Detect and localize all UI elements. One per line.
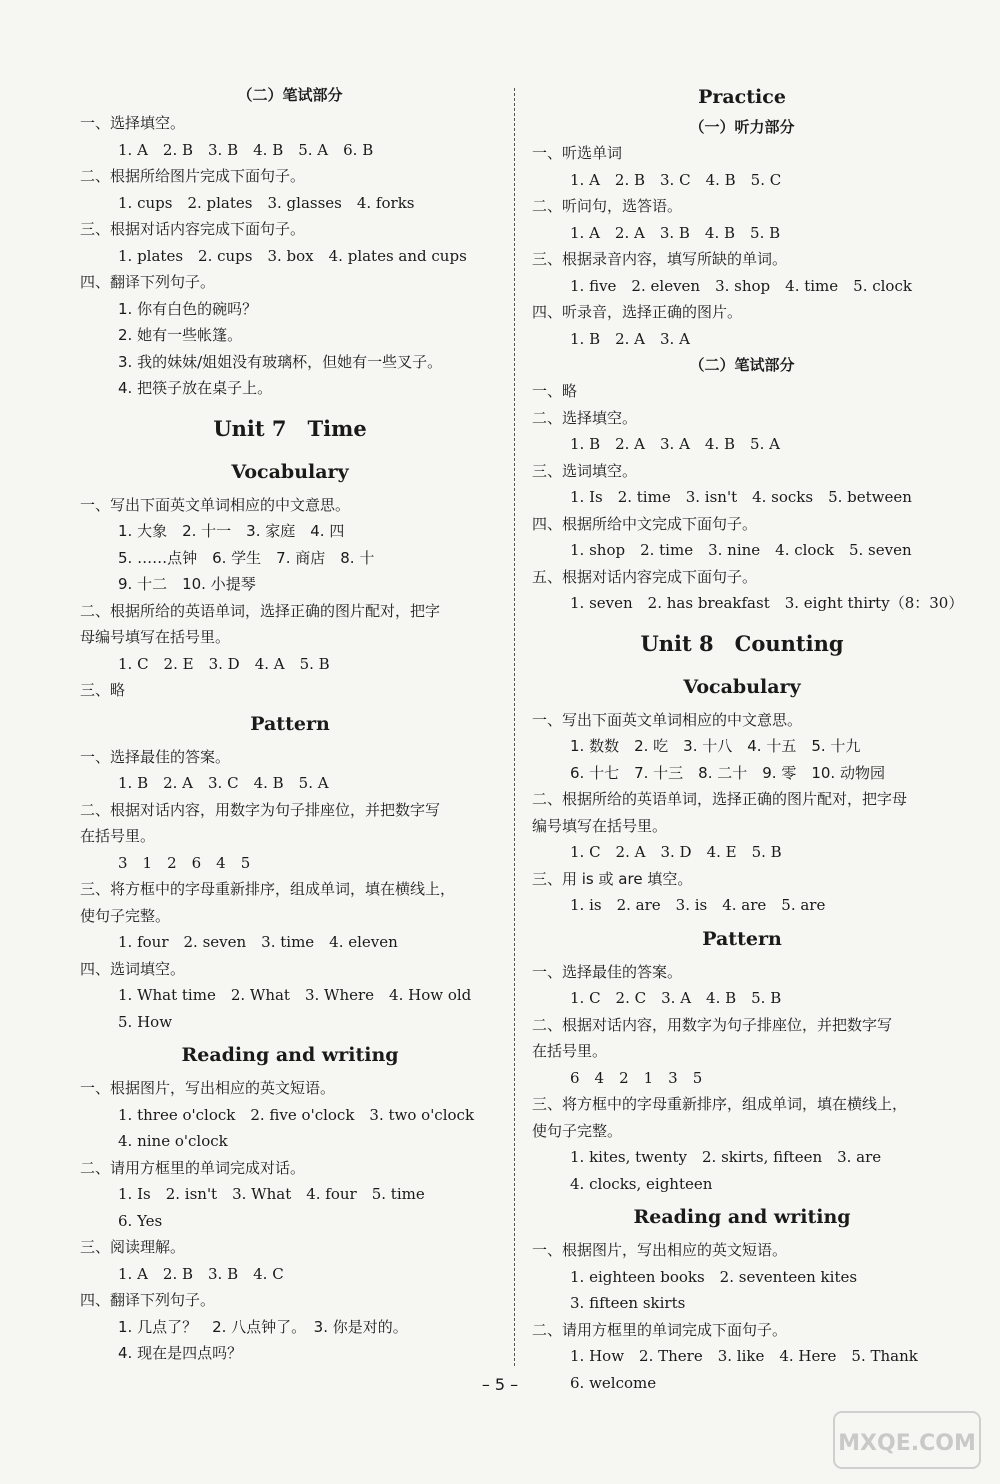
answer-line: 3. fifteen skirts <box>570 1294 686 1312</box>
answer-line: 1. 数数 2. 吃 3. 十八 4. 十五 5. 十九 <box>570 737 861 755</box>
question-heading: 四、翻译下列句子。 <box>80 1291 216 1309</box>
question-heading: 三、根据录音内容，填写所缺的单词。 <box>532 250 788 268</box>
answer-line: 9. 十二 10. 小提琴 <box>118 575 256 593</box>
section-subtitle: （二）笔试部分 <box>689 356 795 374</box>
question-heading-cont: 使句子完整。 <box>80 906 171 925</box>
question-heading: 四、翻译下列句子。 <box>80 273 216 291</box>
question-heading-cont: 在括号里。 <box>80 827 156 845</box>
answer-line: 1. What time 2. What 3. Where 4. How old <box>118 986 472 1004</box>
answer-line: 1. How 2. There 3. like 4. Here 5. Thank <box>570 1347 918 1365</box>
answer-line: 4. nine o'clock <box>118 1132 228 1150</box>
section-title: Reading and writing <box>181 1044 399 1066</box>
answer-line: 4. 把筷子放在桌子上。 <box>118 379 273 397</box>
answer-line: 6 4 2 1 3 5 <box>570 1068 703 1087</box>
question-group <box>532 140 952 352</box>
question-group <box>532 378 964 617</box>
answer-line: 1. A 2. A 3. B 4. B 5. B <box>570 223 781 242</box>
question-heading: 一、写出下面英文单词相应的中文意思。 <box>80 495 351 514</box>
question-heading-cont: 在括号里。 <box>532 1042 608 1060</box>
answer-line: 5. ……点钟 6. 学生 7. 商店 8. 十 <box>118 548 375 567</box>
answer-line: 1. eighteen books 2. seventeen kites <box>570 1267 858 1286</box>
answer-line: 1. C 2. A 3. D 4. E 5. B <box>570 843 782 861</box>
answer-line: 1. cups 2. plates 3. glasses 4. forks <box>118 193 415 212</box>
question-heading-cont: 编号填写在括号里。 <box>532 816 668 835</box>
question-heading: 二、根据所给图片完成下面句子。 <box>80 167 306 185</box>
section-subtitle: （二）笔试部分 <box>237 86 343 104</box>
answer-line: 3 1 2 6 4 5 <box>118 853 251 872</box>
answer-line: 5. How <box>118 1012 173 1031</box>
question-heading: 三、略 <box>80 681 126 699</box>
answer-line: 1. three o'clock 2. five o'clock 3. two o'clock <box>118 1105 475 1124</box>
answer-line: 1. 几点了？ 2. 八点钟了。 3. 你是对的。 <box>118 1317 408 1336</box>
right-column <box>532 80 964 1396</box>
question-heading: 二、根据对话内容，用数字为句子排座位，并把数字写 <box>80 800 441 819</box>
question-heading: 三、阅读理解。 <box>80 1238 186 1256</box>
question-heading: 一、选择最佳的答案。 <box>532 962 683 981</box>
answer-line: 2. 她有一些帐篷。 <box>118 326 243 344</box>
answer-line: 1. B 2. A 3. A <box>570 329 690 348</box>
question-heading: 一、听选单词 <box>532 144 623 162</box>
question-group <box>80 492 500 704</box>
question-group <box>532 707 952 919</box>
answer-line: 1. seven 2. has breakfast 3. eight thirty（8：30） <box>570 594 964 612</box>
unit-title: Unit 7 Time <box>213 415 367 441</box>
question-heading: 三、用 is 或 are 填空。 <box>532 869 693 888</box>
answer-line: 4. 现在是四点吗？ <box>118 1344 243 1362</box>
answer-line: 1. Is 2. isn't 3. What 4. four 5. time <box>118 1185 425 1203</box>
answer-line: 1. B 2. A 3. A 4. B 5. A <box>570 435 780 453</box>
page-number: – 5 – <box>481 1375 519 1394</box>
answer-line: 1. five 2. eleven 3. shop 4. time 5. clock <box>570 276 912 295</box>
question-group <box>80 1075 500 1367</box>
answer-line: 1. C 2. C 3. A 4. B 5. B <box>570 989 782 1007</box>
question-heading: 三、选词填空。 <box>532 461 638 480</box>
svg-text:MXQE.COM: MXQE.COM <box>838 1431 976 1456</box>
question-heading: 二、选择填空。 <box>532 408 638 427</box>
question-heading: 一、选择最佳的答案。 <box>80 747 231 766</box>
question-heading: 一、略 <box>532 382 578 400</box>
question-group <box>80 744 500 1036</box>
section-subtitle: （一）听力部分 <box>689 118 795 136</box>
answer-line: 6. 十七 7. 十三 8. 二十 9. 零 10. 动物园 <box>570 763 885 782</box>
answer-line: 1. 大象 2. 十一 3. 家庭 4. 四 <box>118 522 345 540</box>
unit-title: Unit 8 Counting <box>640 630 844 656</box>
answer-line: 1. four 2. seven 3. time 4. eleven <box>118 933 398 951</box>
question-heading: 一、选择填空。 <box>80 114 186 132</box>
answer-line: 1. A 2. B 3. B 4. B 5. A 6. B <box>118 140 374 159</box>
question-group <box>532 959 952 1198</box>
section-title: Vocabulary <box>231 460 349 483</box>
question-heading: 三、根据对话内容完成下面句子。 <box>80 220 306 238</box>
answer-line: 6. welcome <box>570 1373 657 1392</box>
answer-line: 4. clocks, eighteen <box>570 1174 713 1193</box>
question-heading: 三、将方框中的字母重新排序，组成单词，填在横线上， <box>80 880 456 898</box>
answer-line: 1. Is 2. time 3. isn't 4. socks 5. between <box>570 488 912 506</box>
answer-line: 1. 你有白色的碗吗？ <box>118 299 258 318</box>
question-heading: 二、请用方框里的单词完成下面句子。 <box>532 1320 788 1339</box>
question-heading: 一、根据图片，写出相应的英文短语。 <box>532 1241 788 1259</box>
question-heading: 一、写出下面英文单词相应的中文意思。 <box>532 710 803 729</box>
question-heading-cont: 使句子完整。 <box>532 1121 623 1140</box>
question-heading: 四、听录音，选择正确的图片。 <box>532 303 743 321</box>
question-heading: 四、选词填空。 <box>80 959 186 978</box>
question-heading: 二、根据所给的英语单词，选择正确的图片配对，把字母 <box>532 790 908 808</box>
question-heading: 四、根据所给中文完成下面句子。 <box>532 514 758 533</box>
question-heading: 二、根据对话内容，用数字为句子排座位，并把数字写 <box>532 1015 893 1034</box>
question-heading: 二、根据所给的英语单词，选择正确的图片配对，把字 <box>80 601 441 620</box>
question-heading: 二、听问句，选答语。 <box>532 197 683 215</box>
section-title: Vocabulary <box>683 675 801 698</box>
answer-line: 1. B 2. A 3. C 4. B 5. A <box>118 774 329 792</box>
question-group <box>532 1237 952 1396</box>
answer-line: 1. plates 2. cups 3. box 4. plates and cups <box>118 246 467 265</box>
answer-line: 1. C 2. E 3. D 4. A 5. B <box>118 654 330 673</box>
answer-line: 3. 我的妹妹/姐姐没有玻璃杯，但她有一些叉子。 <box>118 352 443 371</box>
watermark-logo <box>832 1410 982 1470</box>
answer-line: 1. is 2. are 3. is 4. are 5. are <box>570 896 826 914</box>
question-group <box>80 110 500 402</box>
left-column <box>80 80 500 1367</box>
question-heading: 五、根据对话内容完成下面句子。 <box>532 567 758 586</box>
answer-line: 6. Yes <box>118 1211 163 1230</box>
section-title: Pattern <box>250 712 330 735</box>
column-divider <box>514 88 515 1366</box>
answer-line: 1. A 2. B 3. C 4. B 5. C <box>570 170 782 189</box>
section-title: Pattern <box>702 927 782 950</box>
answer-line: 1. shop 2. time 3. nine 4. clock 5. seven <box>570 541 912 559</box>
question-heading: 三、将方框中的字母重新排序，组成单词，填在横线上， <box>532 1095 908 1113</box>
answer-line: 1. A 2. B 3. B 4. C <box>118 1264 284 1283</box>
answer-line: 1. kites, twenty 2. skirts, fifteen 3. are <box>570 1148 882 1166</box>
question-heading: 二、请用方框里的单词完成对话。 <box>80 1158 306 1177</box>
question-heading: 一、根据图片，写出相应的英文短语。 <box>80 1079 336 1097</box>
section-title: Practice <box>698 86 786 108</box>
question-heading-cont: 母编号填写在括号里。 <box>80 628 231 646</box>
section-title: Reading and writing <box>633 1206 851 1228</box>
